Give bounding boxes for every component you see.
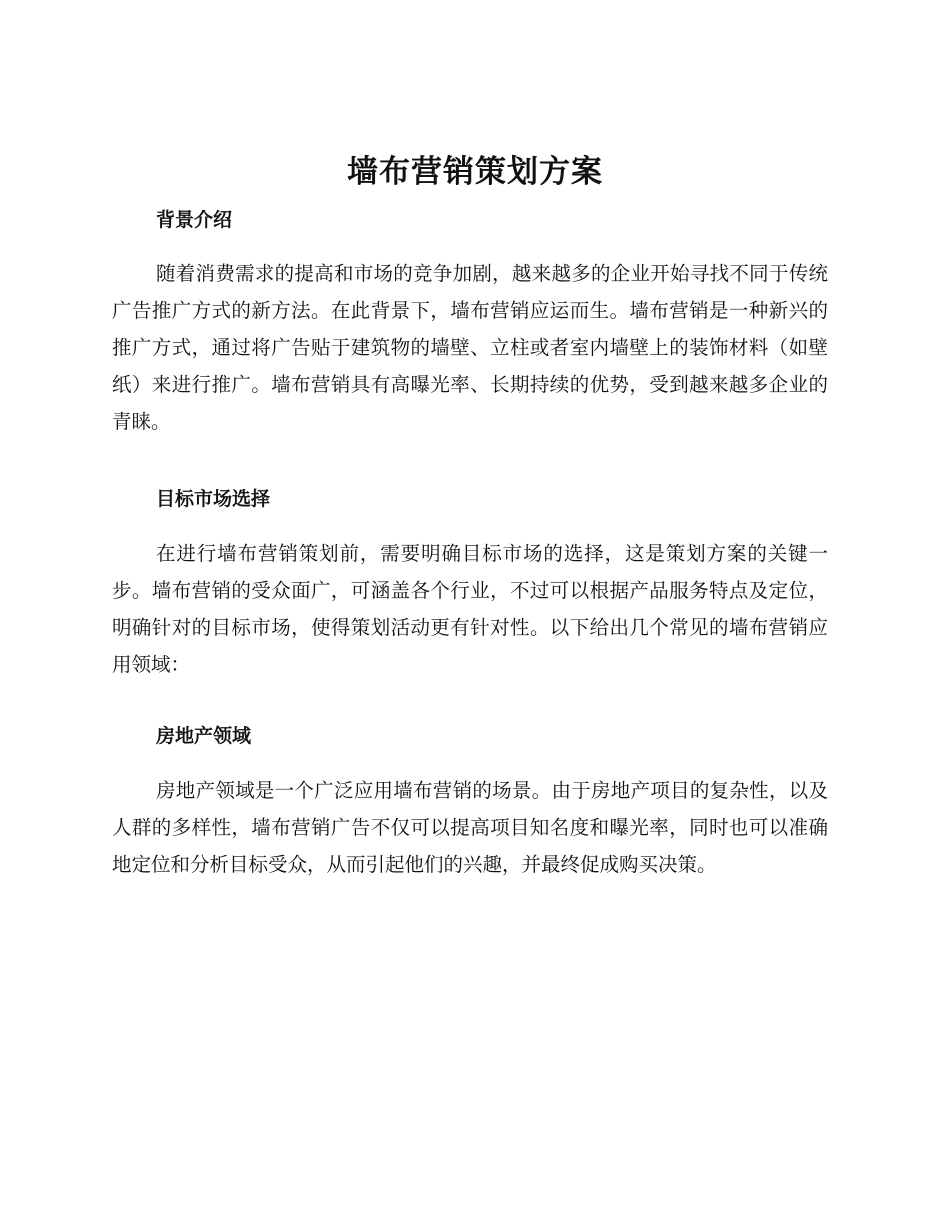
section-background (112, 206, 828, 234)
section-real-estate (112, 722, 828, 750)
section-heading: 背景介绍 (156, 209, 233, 231)
document-title: 墙布营销策划方案 (347, 154, 603, 190)
section-real-estate-body (112, 772, 828, 883)
section-paragraph: 在进行墙布营销策划前，需要明确目标市场的选择，这是策划方案的关键一步。墙布营销的受众面广，可涵盖各个行业，不过可以根据产品服务特点及定位，明确针对的目标市场，使得策划活动更有针对性。以下给出几个常见的墙布营销应用领域： (112, 542, 828, 676)
section-paragraph: 随着消费需求的提高和市场的竞争加剧，越来越多的企业开始寻找不同于传统广告推广方式的新方法。在此背景下，墙布营销应运而生。墙布营销是一种新兴的推广方式，通过将广告贴于建筑物的墙壁、立柱或者室内墙壁上的装饰材料（如壁纸）来进行推广。墙布营销具有高曝光率、长期持续的优势，受到越来越多企业的青睐。 (112, 262, 828, 433)
section-target-market-body (112, 535, 828, 683)
section-heading: 房地产领域 (156, 725, 252, 747)
section-paragraph: 房地产领域是一个广泛应用墙布营销的场景。由于房地产项目的复杂性，以及人群的多样性，墙布营销广告不仅可以提高项目知名度和曝光率，同时也可以准确地定位和分析目标受众，从而引起他们的兴趣，并最终促成购买决策。 (112, 779, 828, 876)
section-background-body (112, 255, 828, 440)
section-target-market (112, 485, 828, 513)
section-heading: 目标市场选择 (156, 488, 271, 510)
